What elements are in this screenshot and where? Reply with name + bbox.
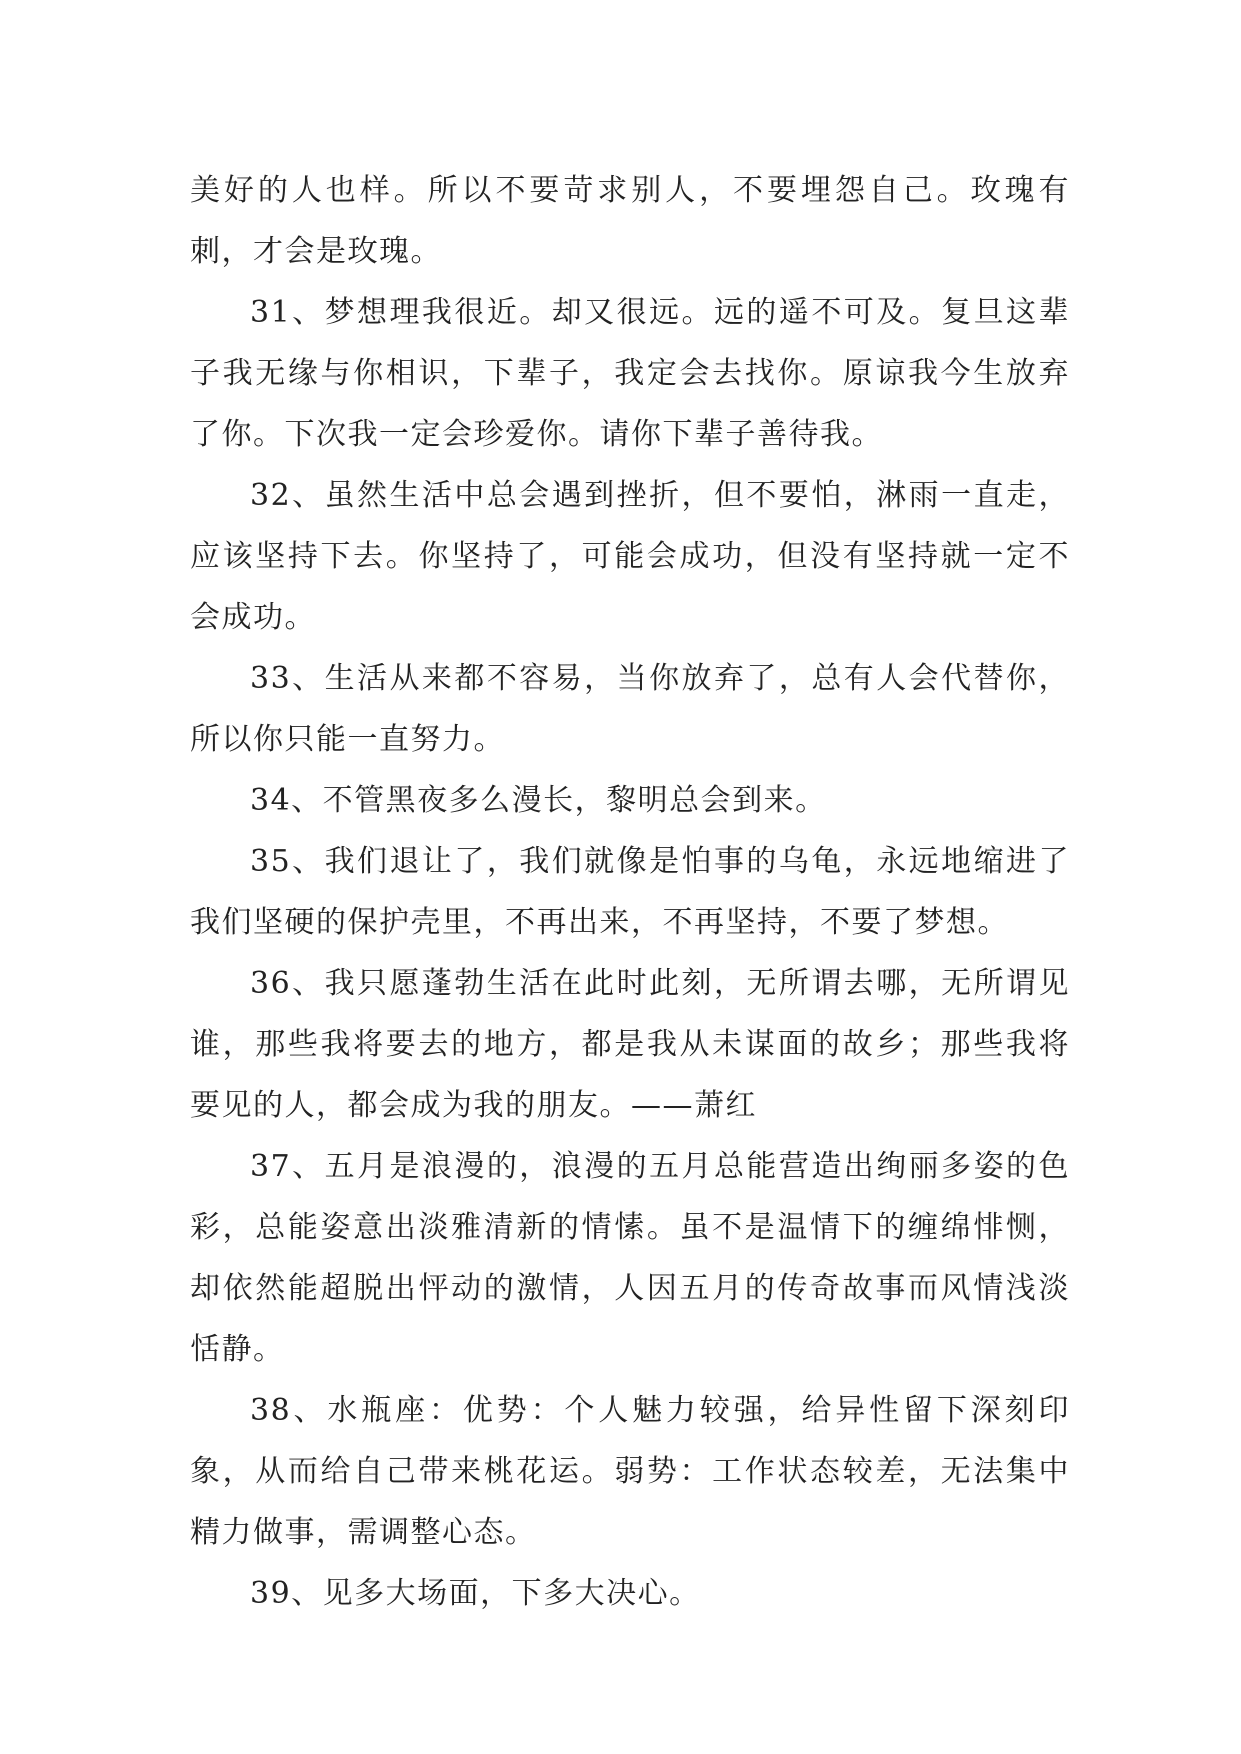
paragraph-37: 37、五月是浪漫的，浪漫的五月总能营造出绚丽多姿的色彩，总能姿意出淡雅清新的情愫。虽不是温情下的缠绵悱恻，却依然能超脱出怦动的激情，人因五月的传奇故事而风情浅淡恬静。 [190, 1149, 1070, 1367]
paragraph: 美好的人也样。所以不要苛求别人，不要埋怨自己。玫瑰有刺，才会是玫瑰。 [190, 173, 1070, 269]
paragraph-35: 35、我们退让了，我们就像是怕事的乌龟，永远地缩进了我们坚硬的保护壳里，不再出来，不再坚持，不要了梦想。 [190, 844, 1070, 940]
document-body [190, 160, 1070, 1624]
paragraph-39: 39、见多大场面，下多大决心。 [250, 1576, 701, 1611]
paragraph-38: 38、水瓶座：优势：个人魅力较强，给异性留下深刻印象，从而给自己带来桃花运。弱势：工作状态较差，无法集中精力做事，需调整心态。 [190, 1393, 1070, 1550]
paragraph-31: 31、梦想理我很近。却又很远。远的遥不可及。复旦这辈子我无缘与你相识，下辈子，我定会去找你。原谅我今生放弃了你。下次我一定会珍爱你。请你下辈子善待我。 [190, 295, 1070, 452]
paragraph-36: 36、我只愿蓬勃生活在此时此刻，无所谓去哪，无所谓见谁，那些我将要去的地方，都是我从未谋面的故乡；那些我将要见的人，都会成为我的朋友。——萧红 [190, 966, 1070, 1123]
paragraph-33: 33、生活从来都不容易，当你放弃了，总有人会代替你，所以你只能一直努力。 [190, 661, 1070, 757]
paragraph-32: 32、虽然生活中总会遇到挫折，但不要怕，淋雨一直走，应该坚持下去。你坚持了，可能会成功，但没有坚持就一定不会成功。 [190, 478, 1070, 635]
paragraph-34: 34、不管黑夜多么漫长，黎明总会到来。 [250, 783, 827, 818]
